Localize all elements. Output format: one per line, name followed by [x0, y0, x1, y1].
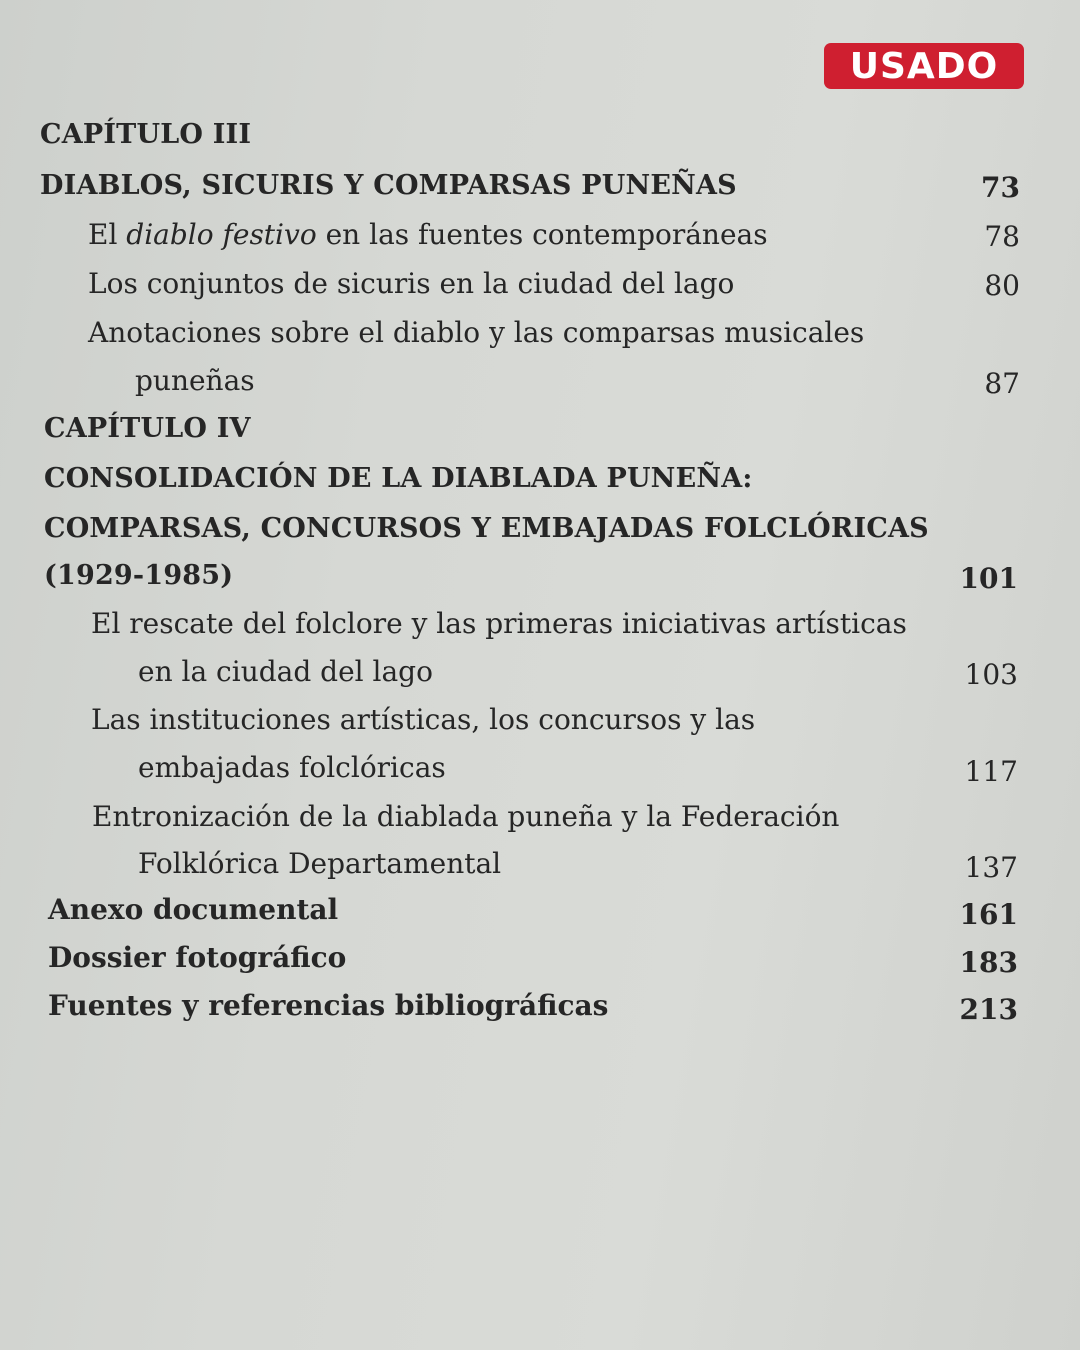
dossier-page: 183: [959, 946, 1018, 979]
section-anotaciones-line1: Anotaciones sobre el diablo y las comparsas musicales: [88, 316, 865, 349]
section-instituciones-line2: embajadas folclóricas: [138, 751, 446, 784]
sources-page: 213: [959, 993, 1018, 1026]
section-rescate-page: 103: [964, 658, 1018, 691]
chapter-4-label: CAPÍTULO IV: [44, 413, 251, 444]
chapter-3-page: 73: [981, 171, 1020, 204]
annex-entry: Anexo documental: [48, 893, 339, 926]
dossier-entry: Dossier fotográfico: [48, 941, 347, 974]
annex-page: 161: [959, 898, 1018, 931]
sources-entry: Fuentes y referencias bibliográficas: [48, 989, 609, 1022]
section-diablo-festivo-italic: diablo festivo: [126, 218, 317, 251]
chapter-3-label: CAPÍTULO III: [40, 119, 252, 150]
section-entronizacion-line2: Folklórica Departamental: [138, 847, 502, 880]
section-entronizacion-page: 137: [964, 851, 1018, 884]
chapter-4-title-line2: COMPARSAS, CONCURSOS Y EMBAJADAS FOLCLÓRICAS: [44, 513, 929, 544]
section-anotaciones-line2: puneñas: [135, 364, 255, 397]
section-diablo-festivo-pre: El: [88, 218, 127, 251]
section-instituciones-line1: Las instituciones artísticas, los concursos y las: [91, 703, 756, 736]
section-sicuris: Los conjuntos de sicuris en la ciudad del lago: [88, 267, 735, 300]
section-instituciones-page: 117: [964, 755, 1018, 788]
used-badge: USADO: [824, 43, 1024, 89]
chapter-4-title-line1: CONSOLIDACIÓN DE LA DIABLADA PUNEÑA:: [44, 463, 753, 494]
section-diablo-festivo-post: en las fuentes contemporáneas: [316, 218, 768, 251]
chapter-4-page: 101: [959, 562, 1018, 595]
chapter-3-title: DIABLOS, SICURIS Y COMPARSAS PUNEÑAS: [40, 170, 737, 201]
chapter-4-title-line3: (1929-1985): [44, 560, 234, 591]
section-rescate-line2: en la ciudad del lago: [138, 655, 433, 688]
section-sicuris-page: 80: [984, 269, 1020, 302]
section-diablo-festivo: [88, 218, 768, 252]
section-diablo-festivo-page: 78: [984, 220, 1020, 253]
section-anotaciones-page: 87: [984, 367, 1020, 400]
section-entronizacion-line1: Entronización de la diablada puneña y la Federación: [92, 800, 840, 833]
section-rescate-line1: El rescate del folclore y las primeras iniciativas artísticas: [91, 607, 907, 640]
